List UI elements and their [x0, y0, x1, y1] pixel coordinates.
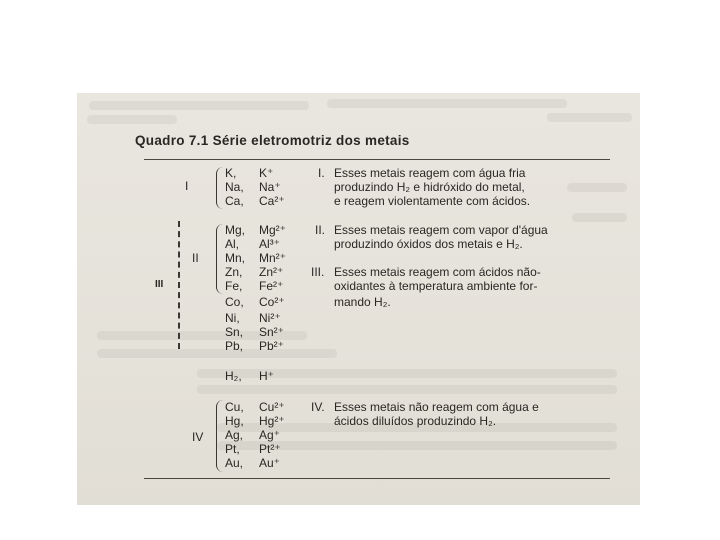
metal-cell: Sn, [225, 325, 244, 339]
top-rule [144, 159, 610, 160]
note-line: Esses metais reagem com vapor d'água [334, 223, 548, 237]
metal-cell: Zn, [225, 265, 243, 279]
metal-cell: Co, [225, 295, 244, 309]
bottom-rule [144, 478, 610, 479]
group-numeral-iv: IV [192, 430, 204, 444]
ion-cell: H⁺ [259, 369, 274, 383]
note-line: mando H₂. [334, 295, 391, 309]
metal-cell: Ni, [225, 311, 240, 325]
ion-cell: Mn²⁺ [259, 251, 286, 265]
note-numeral: II. [315, 223, 326, 237]
note-line: e reagem violentamente com ácidos. [334, 194, 531, 208]
group-iii-bracket [178, 221, 180, 349]
ion-cell: Hg²⁺ [259, 414, 285, 428]
ion-cell: K⁺ [259, 166, 274, 180]
ion-cell: Pt²⁺ [259, 442, 281, 456]
ion-cell: Sn²⁺ [259, 325, 285, 339]
metal-cell: K, [225, 166, 237, 180]
bleed-through-line [87, 115, 177, 124]
ion-cell: Mg²⁺ [259, 223, 286, 237]
ion-cell: Ag⁺ [259, 428, 281, 442]
bleed-through-line [89, 101, 309, 110]
note-line: oxidantes à temperatura ambiente for- [334, 279, 538, 293]
metal-cell: Cu, [225, 400, 244, 414]
group-numeral-iii: III [155, 279, 164, 290]
metal-cell: Pb, [225, 339, 244, 353]
group-iv-brace [216, 400, 223, 472]
note-line: produzindo óxidos dos metais e H₂. [334, 237, 523, 251]
bleed-through-line [572, 213, 627, 222]
bleed-through-line [327, 99, 567, 108]
note-line: Esses metais reagem com ácidos não- [334, 265, 541, 279]
ion-cell: Zn²⁺ [259, 265, 284, 279]
note-line: produzindo H₂ e hidróxido do metal, [334, 180, 525, 194]
metal-cell: Al, [225, 237, 240, 251]
ion-cell: Au⁺ [259, 456, 281, 470]
metal-cell: Mg, [225, 223, 246, 237]
metal-cell: Ca, [225, 194, 244, 208]
metal-cell: Ag, [225, 428, 244, 442]
ion-cell: Pb²⁺ [259, 339, 285, 353]
metal-cell: Au, [225, 456, 244, 470]
group-numeral-ii: II [192, 251, 199, 265]
group-i-brace [216, 167, 223, 209]
ion-cell: Na⁺ [259, 180, 281, 194]
metal-cell: Mn, [225, 251, 246, 265]
note-line: Esses metais não reagem com água e [334, 400, 539, 414]
scanned-page [77, 93, 640, 505]
bleed-through-line [97, 349, 337, 358]
metal-cell: Fe, [225, 279, 243, 293]
bleed-through-line [567, 183, 627, 192]
ion-cell: Cu²⁺ [259, 400, 285, 414]
bleed-through-line [197, 385, 617, 394]
metal-cell: Na, [225, 180, 244, 194]
note-numeral: IV. [311, 400, 325, 414]
ion-cell: Co²⁺ [259, 295, 285, 309]
note-line: ácidos diluídos produzindo H₂. [334, 414, 497, 428]
note-numeral: I. [318, 166, 325, 180]
bleed-through-line [547, 113, 632, 122]
ion-cell: Ni²⁺ [259, 311, 281, 325]
ion-cell: Al³⁺ [259, 237, 280, 251]
group-ii-brace [216, 224, 223, 294]
table-caption: Quadro 7.1 Série eletromotriz dos metais [135, 133, 410, 148]
note-line: Esses metais reagem com água fria [334, 166, 526, 180]
group-numeral-i: I [185, 179, 189, 193]
metal-cell: Hg, [225, 414, 244, 428]
ion-cell: Fe²⁺ [259, 279, 284, 293]
metal-cell: H₂, [225, 369, 242, 383]
note-numeral: III. [311, 265, 325, 279]
metal-cell: Pt, [225, 442, 240, 456]
ion-cell: Ca²⁺ [259, 194, 285, 208]
